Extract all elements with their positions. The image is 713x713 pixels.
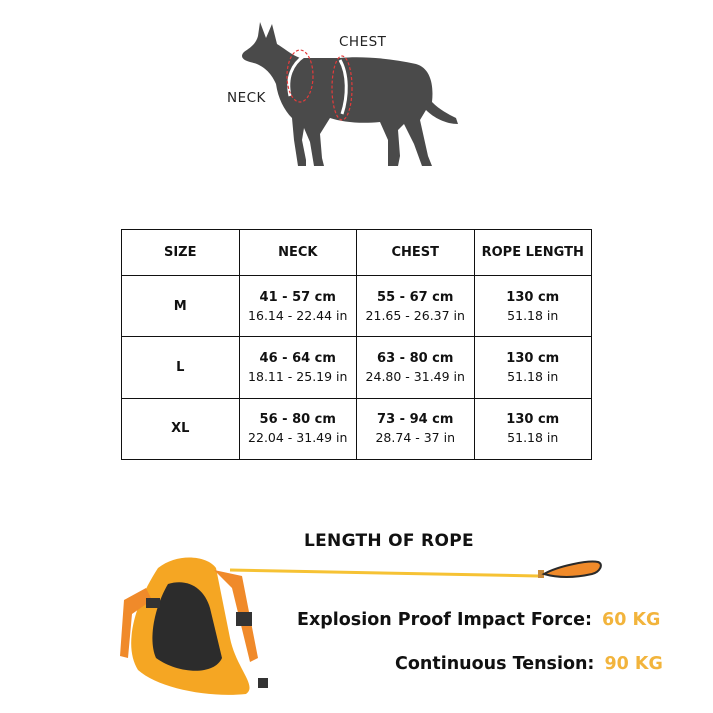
table-header-row xyxy=(122,230,592,276)
chest-in: 24.80 - 31.49 in xyxy=(365,368,465,384)
neck-cell xyxy=(239,398,357,459)
neck-cm: 46 - 64 cm xyxy=(259,350,336,366)
header-neck: NECK xyxy=(239,230,357,276)
neck-in: 22.04 - 31.49 in xyxy=(248,430,348,446)
rope-cell xyxy=(474,276,592,337)
header-chest: CHEST xyxy=(357,230,475,276)
leash-icon xyxy=(230,562,601,578)
chest-cell xyxy=(357,276,475,337)
rope-section-title: LENGTH OF ROPE xyxy=(304,531,474,551)
size-cell: M xyxy=(122,276,240,337)
neck-in: 18.11 - 25.19 in xyxy=(248,368,348,384)
chest-cell xyxy=(357,337,475,398)
size-cell: L xyxy=(122,337,240,398)
chest-cm: 55 - 67 cm xyxy=(377,289,454,305)
rope-in: 51.18 in xyxy=(507,307,559,323)
rope-cm: 130 cm xyxy=(506,289,560,305)
rope-cell xyxy=(474,337,592,398)
table-row xyxy=(122,276,592,337)
tension-spec xyxy=(395,654,663,674)
tension-label: Continuous Tension: xyxy=(395,654,595,674)
rope-cell xyxy=(474,398,592,459)
neck-cell xyxy=(239,337,357,398)
chest-cell xyxy=(357,398,475,459)
tension-value: 90 KG xyxy=(604,654,663,674)
rope-cm: 130 cm xyxy=(506,350,560,366)
neck-cm: 56 - 80 cm xyxy=(259,412,336,428)
rope-cm: 130 cm xyxy=(506,412,560,428)
chest-in: 21.65 - 26.37 in xyxy=(365,307,465,323)
size-cell: XL xyxy=(122,398,240,459)
header-size: SIZE xyxy=(122,230,240,276)
neck-in: 16.14 - 22.44 in xyxy=(248,307,348,323)
rope-in: 51.18 in xyxy=(507,430,559,446)
neck-cell xyxy=(239,276,357,337)
size-chart-table xyxy=(121,229,592,460)
impact-value: 60 KG xyxy=(602,610,661,630)
table-row xyxy=(122,337,592,398)
table-row xyxy=(122,398,592,459)
chest-cm: 63 - 80 cm xyxy=(377,350,454,366)
rope-in: 51.18 in xyxy=(507,368,559,384)
neck-cm: 41 - 57 cm xyxy=(259,289,336,305)
header-rope-length: ROPE LENGTH xyxy=(474,230,592,276)
chest-label: CHEST xyxy=(339,34,387,50)
impact-force-spec xyxy=(297,610,660,630)
chest-in: 28.74 - 37 in xyxy=(375,430,456,446)
impact-label: Explosion Proof Impact Force: xyxy=(297,610,593,630)
chest-cm: 73 - 94 cm xyxy=(377,412,454,428)
neck-label: NECK xyxy=(227,90,266,106)
